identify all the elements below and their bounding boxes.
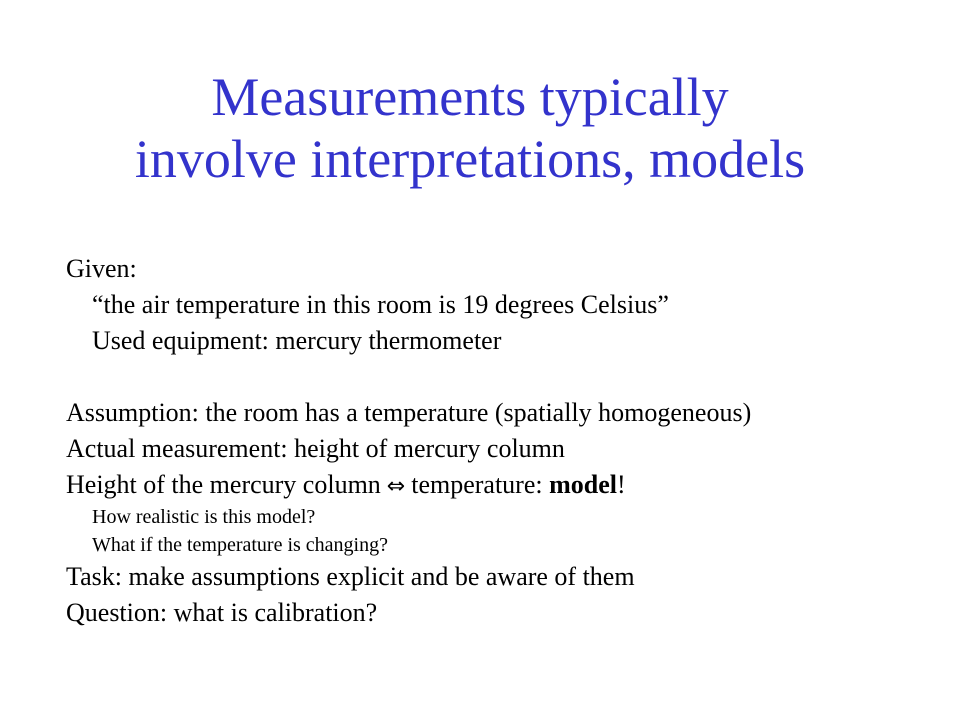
given-label: Given: (66, 254, 137, 283)
title-line-1: Measurements typically (211, 67, 729, 127)
model-line-middle: temperature: (411, 470, 550, 499)
double-arrow-icon: ⇔ (386, 474, 406, 499)
equipment-text: Used equipment: mercury thermometer (92, 326, 502, 355)
sub-question-1: How realistic is this model? (92, 506, 316, 528)
slide-title (0, 66, 940, 190)
model-line-end: ! (617, 470, 626, 499)
model-line-prefix: Height of the mercury column (66, 470, 381, 499)
model-line (66, 467, 946, 503)
spacer (66, 359, 946, 395)
model-line-bold: model (549, 470, 617, 499)
question-text: Question: what is calibration? (66, 598, 378, 627)
assumption-text: Assumption: the room has a temperature (spatially homogeneous) (66, 398, 752, 427)
task-text: Task: make assumptions explicit and be aware of them (66, 562, 635, 591)
title-line-2: involve interpretations, models (134, 129, 806, 189)
slide-body (66, 251, 946, 631)
actual-measurement-text: Actual measurement: height of mercury column (66, 434, 565, 463)
given-quote: “the air temperature in this room is 19 degrees Celsius” (92, 290, 669, 319)
sub-question-2: What if the temperature is changing? (92, 534, 388, 556)
